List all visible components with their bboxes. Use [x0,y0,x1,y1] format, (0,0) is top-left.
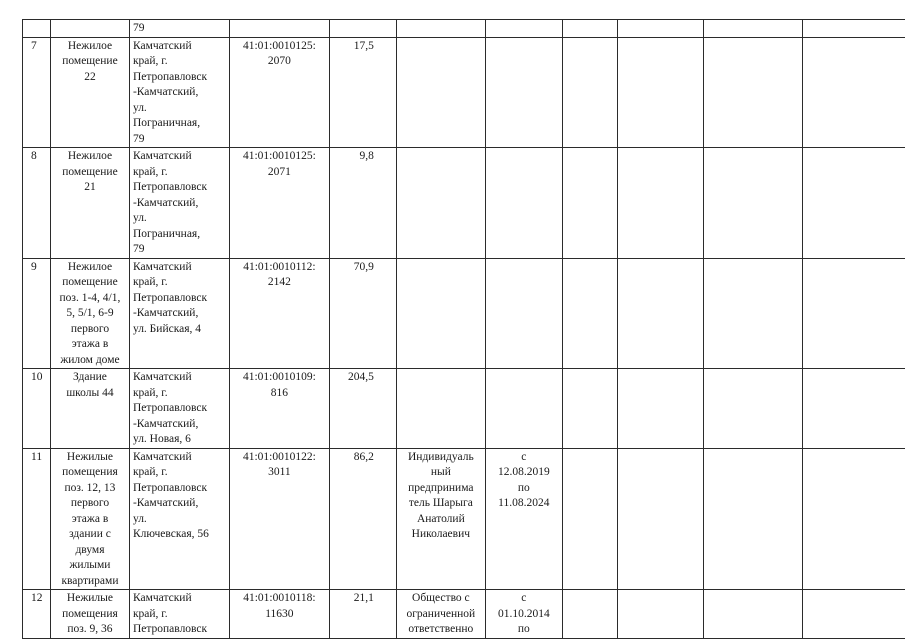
cell-cadastral: 41:01:0010109: 816 [229,369,329,449]
cell-cadastral: 41:01:0010122: 3011 [229,448,329,590]
cell-empty [562,148,617,259]
cell-empty [802,369,905,449]
cell-empty [617,369,703,449]
cell-cadastral [229,20,329,38]
cell-empty [562,448,617,590]
cell-period [485,369,562,449]
cell-address [129,20,229,38]
cell-address: Камчатский край, г. Петропавловск -Камчатский, ул. Пограничная, 79 [129,148,229,259]
cell-period [485,20,562,38]
cell-empty [703,20,802,38]
address-text: 79 [132,22,145,34]
cell-tenant [396,37,485,148]
cell-number: 11 [23,448,51,590]
cell-empty [617,20,703,38]
cell-tenant: Индивидуаль ный предпринима тель Шарыга Анатолий Николаевич [396,448,485,590]
table-row [23,258,905,369]
cell-period [485,258,562,369]
cell-area: 204,5 [329,369,396,449]
cell-area: 86,2 [329,448,396,590]
cell-period: с 01.10.2014 по [485,590,562,639]
cell-empty [562,590,617,639]
cell-empty [703,590,802,639]
cell-name: Нежилое помещение поз. 1-4, 4/1, 5, 5/1, 6-9 первого этажа в жилом доме [50,258,129,369]
cell-area: 21,1 [329,590,396,639]
cell-empty [802,148,905,259]
cell-number [23,20,51,38]
cell-address: Камчатский край, г. Петропавловск [129,590,229,639]
cell-address: Камчатский край, г. Петропавловск -Камчатский, ул. Ключевская, 56 [129,448,229,590]
cell-empty [617,448,703,590]
cell-empty [562,37,617,148]
cell-empty [703,37,802,148]
cell-empty [562,20,617,38]
table-row [23,448,905,590]
cell-name: Нежилые помещения поз. 9, 36 [50,590,129,639]
cell-empty [703,258,802,369]
cell-empty [802,258,905,369]
cell-number: 12 [23,590,51,639]
cell-number: 10 [23,369,51,449]
cell-cadastral: 41:01:0010112: 2142 [229,258,329,369]
cell-empty [617,258,703,369]
cell-address: Камчатский край, г. Петропавловск -Камчатский, ул. Бийская, 4 [129,258,229,369]
cell-tenant [396,369,485,449]
cell-address: Камчатский край, г. Петропавловск -Камчатский, ул. Новая, 6 [129,369,229,449]
table-row [23,37,905,148]
cell-empty [703,369,802,449]
cell-empty [703,448,802,590]
table-row [23,148,905,259]
cell-name [50,20,129,38]
cell-period [485,37,562,148]
cell-cadastral: 41:01:0010125: 2070 [229,37,329,148]
cell-empty [617,590,703,639]
cell-tenant: Общество с ограниченной ответственно [396,590,485,639]
cell-number: 9 [23,258,51,369]
cell-empty [617,148,703,259]
cell-number: 7 [23,37,51,148]
cell-name: Здание школы 44 [50,369,129,449]
cell-empty [703,148,802,259]
cell-empty [802,20,905,38]
cell-empty [802,37,905,148]
cell-area: 17,5 [329,37,396,148]
cell-empty [802,448,905,590]
cell-tenant [396,148,485,259]
cell-tenant [396,20,485,38]
cell-name: Нежилое помещение 22 [50,37,129,148]
cell-address: Камчатский край, г. Петропавловск -Камчатский, ул. Пограничная, 79 [129,37,229,148]
cell-name: Нежилые помещения поз. 12, 13 первого этажа в здании с двумя жилыми квартирами [50,448,129,590]
cell-cadastral: 41:01:0010118: 11630 [229,590,329,639]
table-row [23,369,905,449]
cell-empty [562,369,617,449]
cell-period [485,148,562,259]
cell-empty [617,37,703,148]
table-row [23,20,905,38]
cell-area [329,20,396,38]
cell-tenant [396,258,485,369]
property-register-table [22,19,905,639]
cell-number: 8 [23,148,51,259]
cell-area: 9,8 [329,148,396,259]
cell-empty [802,590,905,639]
cell-area: 70,9 [329,258,396,369]
cell-cadastral: 41:01:0010125: 2071 [229,148,329,259]
table-row [23,590,905,639]
cell-empty [562,258,617,369]
cell-name: Нежилое помещение 21 [50,148,129,259]
cell-period: с 12.08.2019 по 11.08.2024 [485,448,562,590]
